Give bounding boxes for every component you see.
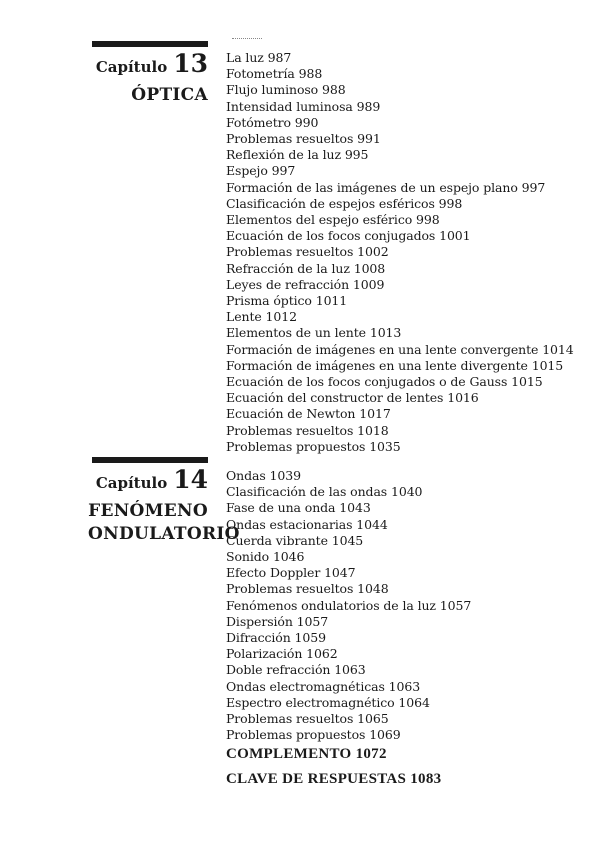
chapter-13-rule [92, 41, 208, 47]
toc-entry[interactable]: Ecuación del constructor de lentes 1016 [226, 390, 479, 406]
chapter-14-number: 14 [173, 465, 208, 494]
clave-respuestas-entry[interactable]: CLAVE DE RESPUESTAS 1083 [226, 771, 442, 787]
toc-entry[interactable]: Leyes de refracción 1009 [226, 276, 385, 292]
toc-entry[interactable]: Espejo 997 [226, 163, 296, 179]
toc-entry[interactable]: Problemas resueltos 991 [226, 131, 381, 147]
chapter-13-number: 13 [173, 49, 208, 78]
toc-entry[interactable]: Problemas resueltos 1018 [226, 422, 389, 438]
toc-entry[interactable]: Problemas resueltos 1002 [226, 244, 389, 260]
toc-entry[interactable]: Ondas electromagnéticas 1063 [226, 678, 421, 694]
chapter-13-title [88, 84, 208, 107]
toc-entry[interactable]: Problemas propuestos 1069 [226, 727, 401, 743]
toc-entry[interactable]: Formación de imágenes en una lente divergente 1015 [226, 357, 564, 373]
chapter-13-title-line: ÓPTICA [131, 85, 208, 105]
toc-entry[interactable]: Ecuación de Newton 1017 [226, 406, 391, 422]
toc-entry[interactable]: Dispersión 1057 [226, 613, 329, 629]
toc-entry[interactable]: La luz 987 [226, 50, 292, 65]
toc-entry[interactable]: Problemas resueltos 1065 [226, 711, 389, 727]
chapter-14-title [88, 500, 240, 546]
toc-entry[interactable]: Formación de las imágenes de un espejo plano 997 [226, 179, 546, 195]
toc-entry[interactable]: Refracción de la luz 1008 [226, 260, 386, 276]
toc-entry[interactable]: Ondas 1039 [226, 468, 301, 483]
toc-entry[interactable]: Efecto Doppler 1047 [226, 565, 356, 581]
toc-entry[interactable]: Problemas propuestos 1035 [226, 438, 401, 454]
toc-entry[interactable]: Problemas resueltos 1048 [226, 581, 389, 597]
toc-entry[interactable]: Polarización 1062 [226, 646, 338, 662]
chapter-13-heading [88, 41, 208, 107]
chapter-14-entries [226, 468, 471, 743]
chapter-14-title-line: ONDULATORIO [88, 524, 240, 544]
toc-entry[interactable]: Fenómenos ondulatorios de la luz 1057 [226, 597, 472, 613]
toc-entry[interactable]: Elementos de un lente 1013 [226, 325, 402, 341]
chapter-14-heading [88, 457, 240, 546]
toc-entry[interactable]: Elementos del espejo esférico 998 [226, 212, 440, 228]
toc-entry[interactable]: Fotometría 988 [226, 66, 323, 82]
chapter-14-word: Capítulo [95, 474, 168, 492]
toc-entry[interactable]: Espectro electromagnético 1064 [226, 694, 430, 710]
toc-entry[interactable]: Ecuación de los focos conjugados 1001 [226, 228, 471, 244]
chapter-13-label [88, 49, 208, 78]
complemento-entry[interactable]: COMPLEMENTO 1072 [226, 746, 387, 762]
toc-entry[interactable]: Fase de una onda 1043 [226, 500, 371, 516]
cropped-text-fragment [232, 38, 262, 43]
chapter-14-rule [92, 457, 208, 463]
toc-entry[interactable]: Reflexión de la luz 995 [226, 147, 369, 163]
toc-entry[interactable]: Flujo luminoso 988 [226, 82, 346, 98]
toc-entry[interactable]: Sonido 1046 [226, 549, 305, 565]
toc-entry[interactable]: Intensidad luminosa 989 [226, 98, 381, 114]
toc-entry[interactable]: Formación de imágenes en una lente convergente 1014 [226, 341, 574, 357]
toc-entry[interactable]: Doble refracción 1063 [226, 662, 366, 678]
toc-entry[interactable]: Lente 1012 [226, 309, 297, 325]
chapter-13-word: Capítulo [95, 58, 168, 76]
toc-entry[interactable]: Fotómetro 990 [226, 114, 319, 130]
toc-entry[interactable]: Clasificación de espejos esféricos 998 [226, 195, 463, 211]
toc-entry[interactable]: Prisma óptico 1011 [226, 293, 348, 309]
toc-entry[interactable]: Clasificación de las ondas 1040 [226, 484, 423, 500]
toc-entry[interactable]: Ondas estacionarias 1044 [226, 516, 388, 532]
toc-entry[interactable]: Ecuación de los focos conjugados o de Gauss 1015 [226, 374, 543, 390]
chapter-13-entries [226, 50, 574, 455]
toc-entry[interactable]: Cuerda vibrante 1045 [226, 532, 364, 548]
chapter-14-title-line: FENÓMENO [88, 501, 208, 521]
toc-entry[interactable]: Difracción 1059 [226, 630, 326, 646]
chapter-14-label [88, 465, 208, 494]
